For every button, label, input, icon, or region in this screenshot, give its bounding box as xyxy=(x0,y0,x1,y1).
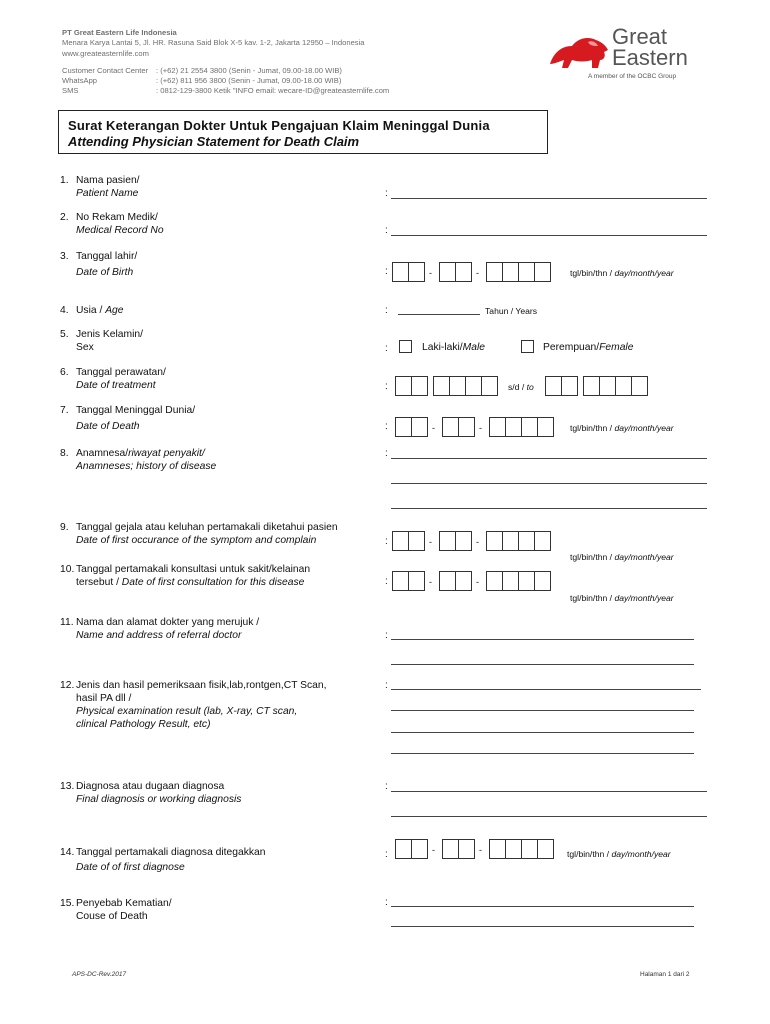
question-6: 6. Tanggal perawatan/ Date of treatment xyxy=(60,367,166,391)
symptom-date-format-hint: tgl/bin/thn / day/month/year xyxy=(570,552,674,562)
question-13: 13. Diagnosa atau dugaan diagnosa Final diagnosis or working diagnosis xyxy=(60,781,242,805)
question-15: 15. Penyebab Kematian/ Couse of Death xyxy=(60,898,172,922)
cause-of-death-line-1[interactable] xyxy=(391,906,694,907)
consultation-date-format-hint: tgl/bin/thn / day/month/year xyxy=(570,593,674,603)
female-checkbox[interactable] xyxy=(521,340,534,353)
anamnesis-line-1[interactable] xyxy=(391,458,707,459)
patient-name-field[interactable] xyxy=(391,198,707,199)
referral-doctor-line-1[interactable] xyxy=(391,639,694,640)
dob-format-hint: tgl/bin/thn / day/month/year xyxy=(570,268,674,278)
question-4: 4. Usia / Age xyxy=(60,305,124,316)
exam-result-line-3[interactable] xyxy=(391,732,694,733)
company-address: Menara Karya Lantai 5, Jl. HR. Rasuna Said Blok X-5 kav. 1-2, Jakarta 12950 – Indonesia xyxy=(62,38,365,48)
exam-result-line-4[interactable] xyxy=(391,753,694,754)
death-date-format-hint: tgl/bin/thn / day/month/year xyxy=(570,423,674,433)
logo-text-eastern: Eastern xyxy=(612,45,688,70)
question-2: 2. No Rekam Medik/ Medical Record No xyxy=(60,212,164,236)
company-website[interactable]: www.greateasternlife.com xyxy=(62,48,149,58)
referral-doctor-line-2[interactable] xyxy=(391,664,694,665)
question-11: 11. Nama dan alamat dokter yang merujuk / Name and address of referral doctor xyxy=(60,617,260,641)
contact-row-sms: SMS : 0812-129-3800 Ketik "INFO email: wecare-ID@greateasternlife.com xyxy=(62,86,390,96)
medical-record-field[interactable] xyxy=(391,235,707,236)
question-10: 10. Tanggal pertamakali konsultasi untuk sakit/kelainan tersebut / Date of first consultation for this disease xyxy=(60,564,311,588)
treatment-to-label: s/d / to xyxy=(508,382,534,392)
company-header xyxy=(62,28,389,97)
question-5: 5. Jenis Kelamin/ Sex xyxy=(60,329,143,353)
company-name: PT Great Eastern Life Indonesia xyxy=(62,28,177,37)
form-title-box xyxy=(58,110,548,154)
male-label: Laki-laki/Male xyxy=(422,342,485,353)
contact-row-ccc: Customer Contact Center : (+62) 21 2554 3800 (Senin - Jumat, 09.00-18.00 WIB) xyxy=(62,65,342,75)
anamnesis-line-2[interactable] xyxy=(391,483,707,484)
form-title-id: Surat Keterangan Dokter Untuk Pengajuan Klaim Meninggal Dunia xyxy=(68,118,490,133)
male-checkbox[interactable] xyxy=(399,340,412,353)
question-7: 7. Tanggal Meninggal Dunia/ Date of Death xyxy=(60,405,196,432)
female-label: Perempuan/Female xyxy=(543,342,634,353)
form-code: APS-DC-Rev.2017 xyxy=(72,971,127,978)
diagnosis-line-2[interactable] xyxy=(391,816,707,817)
lion-icon xyxy=(548,34,612,78)
question-1: 1. Nama pasien/ Patient Name xyxy=(60,175,140,199)
question-14: 14. Tanggal pertamakali diagnosa ditegakkan Date of of first diagnose xyxy=(60,847,266,873)
age-field[interactable] xyxy=(398,314,480,315)
question-8: 8. Anamnesa/riwayat penyakit/ Anamneses; history of disease xyxy=(60,448,217,472)
question-9: 9. Tanggal gejala atau keluhan pertamakali diketahui pasien Date of first occurance of the symptom and complain xyxy=(60,522,338,546)
cause-of-death-line-2[interactable] xyxy=(391,926,694,927)
first-diagnosis-format-hint: tgl/bin/thn / day/month/year xyxy=(567,849,671,859)
logo-text-great: Great xyxy=(612,24,668,49)
exam-result-line-1[interactable] xyxy=(391,689,701,690)
question-3: 3. Tanggal lahir/ Date of Birth xyxy=(60,251,138,278)
anamnesis-line-3[interactable] xyxy=(391,508,707,509)
diagnosis-line-1[interactable] xyxy=(391,791,707,792)
question-12: 12. Jenis dan hasil pemeriksaan fisik,lab,rontgen,CT Scan, hasil PA dll / Physical examination result (lab, X-ray, CT scan, clinical Pathology Result, etc) xyxy=(60,680,327,730)
exam-result-line-2[interactable] xyxy=(391,710,694,711)
age-unit-label: Tahun / Years xyxy=(485,306,538,316)
contact-row-whatsapp: WhatsApp : (+62) 811 956 3800 (Senin - Jumat, 09.00-18.00 WIB) xyxy=(62,76,342,86)
logo-tagline: A member of the OCBC Group xyxy=(588,73,677,80)
form-title-en: Attending Physician Statement for Death Claim xyxy=(68,134,360,149)
page-number: Halaman 1 dari 2 xyxy=(640,971,690,978)
great-eastern-logo xyxy=(548,26,708,86)
